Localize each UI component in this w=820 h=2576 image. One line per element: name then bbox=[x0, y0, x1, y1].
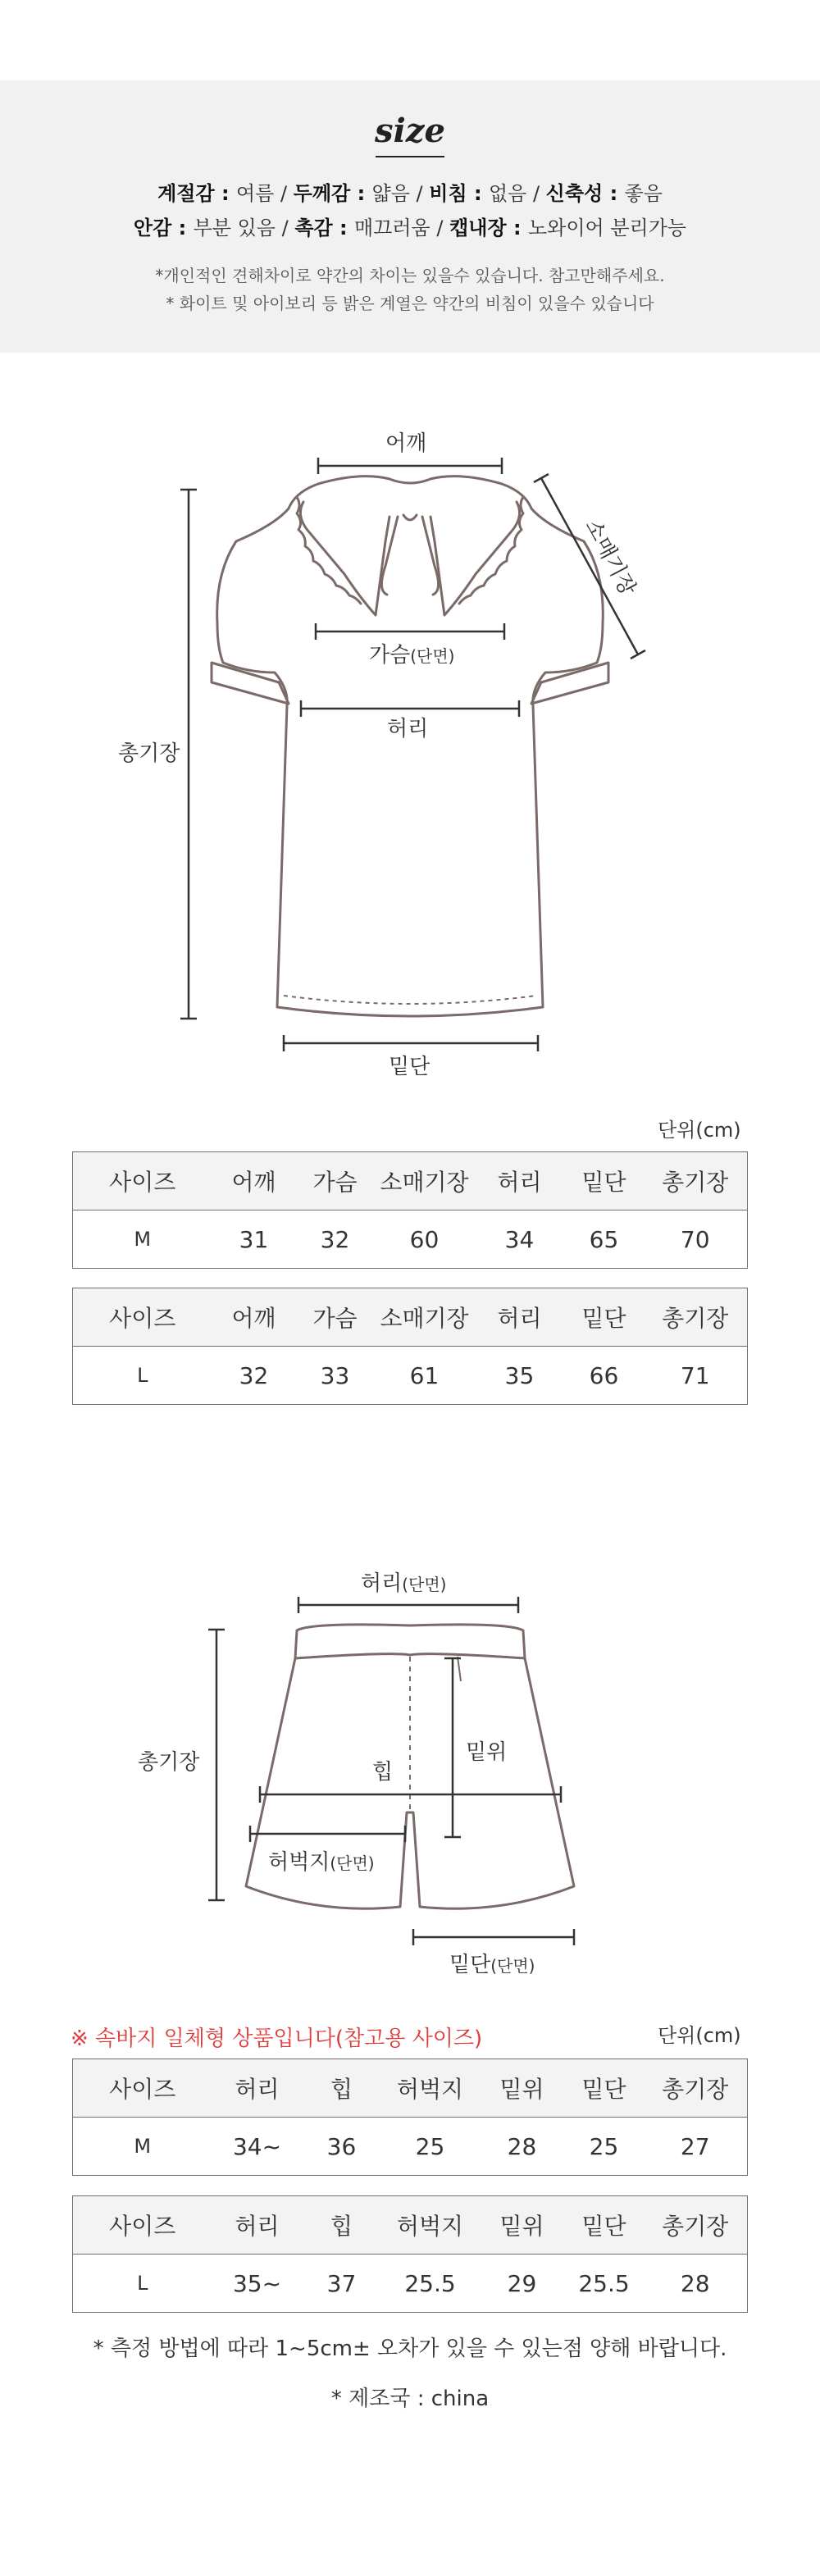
shorts-reference-note: ※ 속바지 일체형 상품입니다(참고용 사이즈) bbox=[71, 2027, 483, 2051]
header-cell: 어깨 bbox=[212, 1152, 296, 1210]
attr-label: 두께감 bbox=[293, 182, 351, 205]
table-cell: M bbox=[73, 1210, 212, 1269]
header-cell: 밑위 bbox=[480, 2059, 565, 2118]
table-cell: 35 bbox=[475, 1347, 565, 1405]
shorts-size-table-m bbox=[72, 2059, 748, 2176]
total-length-label: 총기장 bbox=[118, 741, 180, 766]
table-cell: 25.5 bbox=[381, 2255, 480, 2313]
shoulder-label: 어깨 bbox=[385, 431, 427, 456]
chest-label bbox=[369, 638, 454, 668]
header-cell: 소매기장 bbox=[375, 1152, 475, 1210]
table-cell: 37 bbox=[303, 2255, 381, 2313]
shorts-hip-label: 힙 bbox=[372, 1760, 394, 1785]
header-cell: 가슴 bbox=[296, 1152, 375, 1210]
measurement-disclaimer: * 측정 방법에 따라 1~5cm± 오차가 있을 수 있는점 양해 바랍니다. bbox=[93, 2337, 727, 2361]
header-cell: 밑위 bbox=[480, 2196, 565, 2255]
attr-label: 캡내장 bbox=[449, 217, 507, 239]
shorts-thigh-label-note: (단면) bbox=[330, 1853, 375, 1873]
table-cell: 65 bbox=[565, 1210, 644, 1269]
attributes-line-1: 계절감 : 여름 / 두께감 : 얇음 / 비침 : 없음 / 신축성 : 좋음 bbox=[157, 182, 663, 205]
table-cell: 29 bbox=[480, 2255, 565, 2313]
attr-label: 계절감 bbox=[157, 182, 215, 205]
table-cell: 35~ bbox=[212, 2255, 303, 2313]
shorts-thigh-label-text: 허벅지 bbox=[268, 1850, 330, 1875]
table-row bbox=[73, 2255, 748, 2313]
shorts-total-length-label: 총기장 bbox=[138, 1750, 200, 1775]
table-cell: 66 bbox=[565, 1347, 644, 1405]
size-title: size bbox=[375, 112, 445, 150]
attr-value: 얇음 bbox=[371, 182, 410, 205]
waist-label: 허리 bbox=[387, 717, 429, 741]
shorts-size-table-l bbox=[72, 2195, 748, 2313]
header-cell: 총기장 bbox=[644, 1288, 748, 1347]
table-cell: 25 bbox=[565, 2118, 644, 2176]
shorts-hem-label-text: 밑단 bbox=[449, 1953, 491, 1977]
attr-value: 부분 있음 bbox=[193, 217, 276, 239]
shorts-rise-label: 밑위 bbox=[466, 1740, 508, 1765]
header-cell: 밑단 bbox=[565, 1152, 644, 1210]
header-cell: 사이즈 bbox=[73, 1288, 212, 1347]
table-cell: 61 bbox=[375, 1347, 475, 1405]
shorts-hem-label-note: (단면) bbox=[490, 1956, 535, 1976]
shorts-unit-label: 단위(cm) bbox=[658, 2024, 741, 2047]
table-row bbox=[73, 1347, 748, 1405]
attr-label: 비침 bbox=[429, 182, 467, 205]
shorts-waist-label-note: (단면) bbox=[402, 1575, 447, 1594]
shorts-waistband bbox=[295, 1625, 525, 1658]
hem-stitch bbox=[284, 996, 536, 1004]
table-cell: 27 bbox=[644, 2118, 748, 2176]
attr-label: 안감 bbox=[133, 217, 172, 239]
header-cell: 허벅지 bbox=[381, 2196, 480, 2255]
header-cell: 허리 bbox=[475, 1288, 565, 1347]
shorts-waist-label-text: 허리 bbox=[361, 1571, 403, 1596]
attr-value: 노와이어 분리가능 bbox=[527, 217, 687, 239]
dress-size-table-l bbox=[72, 1288, 748, 1405]
table-cell: 32 bbox=[296, 1210, 375, 1269]
table-row bbox=[73, 1210, 748, 1269]
shorts-waist-label bbox=[361, 1566, 446, 1597]
table-cell: 60 bbox=[375, 1210, 475, 1269]
right-cuff bbox=[531, 663, 608, 704]
table-cell: L bbox=[73, 2255, 212, 2313]
attr-label: 신축성 bbox=[545, 182, 604, 205]
header-cell: 힙 bbox=[303, 2196, 381, 2255]
header-cell: 총기장 bbox=[644, 1152, 748, 1210]
table-cell: M bbox=[73, 2118, 212, 2176]
table-cell: 34 bbox=[475, 1210, 565, 1269]
table-header-row bbox=[73, 2059, 748, 2118]
left-cuff bbox=[212, 663, 289, 704]
header-cell: 총기장 bbox=[644, 2059, 748, 2118]
table-cell: 71 bbox=[644, 1347, 748, 1405]
table-cell: 28 bbox=[480, 2118, 565, 2176]
table-cell: 34~ bbox=[212, 2118, 303, 2176]
disclaimer-note-1: *개인적인 견해차이로 약간의 차이는 있을수 있습니다. 참고만해주세요. bbox=[155, 266, 665, 285]
attr-value: 매끄러움 bbox=[354, 217, 430, 239]
header-cell: 밑단 bbox=[565, 1288, 644, 1347]
header-cell: 허리 bbox=[475, 1152, 565, 1210]
header-cell: 어깨 bbox=[212, 1288, 296, 1347]
shorts-thigh-label bbox=[268, 1845, 375, 1876]
header-cell: 밑단 bbox=[565, 2059, 644, 2118]
table-cell: 25 bbox=[381, 2118, 480, 2176]
header-cell: 허벅지 bbox=[381, 2059, 480, 2118]
table-cell: 32 bbox=[212, 1347, 296, 1405]
header-cell: 힙 bbox=[303, 2059, 381, 2118]
dress-diagram bbox=[0, 0, 820, 1099]
table-cell: 31 bbox=[212, 1210, 296, 1269]
table-row bbox=[73, 2118, 748, 2176]
chest-label-note: (단면) bbox=[410, 646, 455, 666]
table-cell: 25.5 bbox=[565, 2255, 644, 2313]
dress-unit-label: 단위(cm) bbox=[658, 1119, 741, 1142]
dress-outline bbox=[217, 476, 604, 1016]
header-cell: 사이즈 bbox=[73, 2059, 212, 2118]
shorts-hem-label bbox=[449, 1948, 535, 1978]
header-cell: 밑단 bbox=[565, 2196, 644, 2255]
table-header-row bbox=[73, 2196, 748, 2255]
attr-value: 좋음 bbox=[624, 182, 663, 205]
table-header-row bbox=[73, 1288, 748, 1347]
attributes-line-2: 안감 : 부분 있음 / 촉감 : 매끄러움 / 캡내장 : 노와이어 분리가능 bbox=[133, 217, 687, 239]
attr-value: 여름 bbox=[235, 182, 275, 205]
attr-value: 없음 bbox=[488, 182, 527, 205]
disclaimer-note-2: * 화이트 및 아이보리 등 밝은 계열은 약간의 비침이 있을수 있습니다 bbox=[166, 294, 654, 313]
dress-size-table-m bbox=[72, 1151, 748, 1269]
header-cell: 허리 bbox=[212, 2059, 303, 2118]
header-cell: 소매기장 bbox=[375, 1288, 475, 1347]
header-cell: 허리 bbox=[212, 2196, 303, 2255]
table-cell: 70 bbox=[644, 1210, 748, 1269]
table-cell: L bbox=[73, 1347, 212, 1405]
table-cell: 33 bbox=[296, 1347, 375, 1405]
chest-label-text: 가슴 bbox=[369, 643, 411, 668]
attr-label: 촉감 bbox=[294, 217, 333, 239]
sleeve-label: 소매기장 bbox=[580, 515, 640, 600]
collar-tie bbox=[381, 515, 438, 595]
country-of-origin: * 제조국 : china bbox=[330, 2387, 490, 2411]
table-cell: 36 bbox=[303, 2118, 381, 2176]
hem-label: 밑단 bbox=[389, 1055, 430, 1079]
header-cell: 가슴 bbox=[296, 1288, 375, 1347]
ruffle-left bbox=[297, 497, 361, 604]
ruffle-right bbox=[459, 497, 523, 604]
header-cell: 총기장 bbox=[644, 2196, 748, 2255]
header-cell: 사이즈 bbox=[73, 2196, 212, 2255]
table-cell: 28 bbox=[644, 2255, 748, 2313]
table-header-row bbox=[73, 1152, 748, 1210]
shorts-pocket bbox=[458, 1657, 461, 1681]
header-cell: 사이즈 bbox=[73, 1152, 212, 1210]
